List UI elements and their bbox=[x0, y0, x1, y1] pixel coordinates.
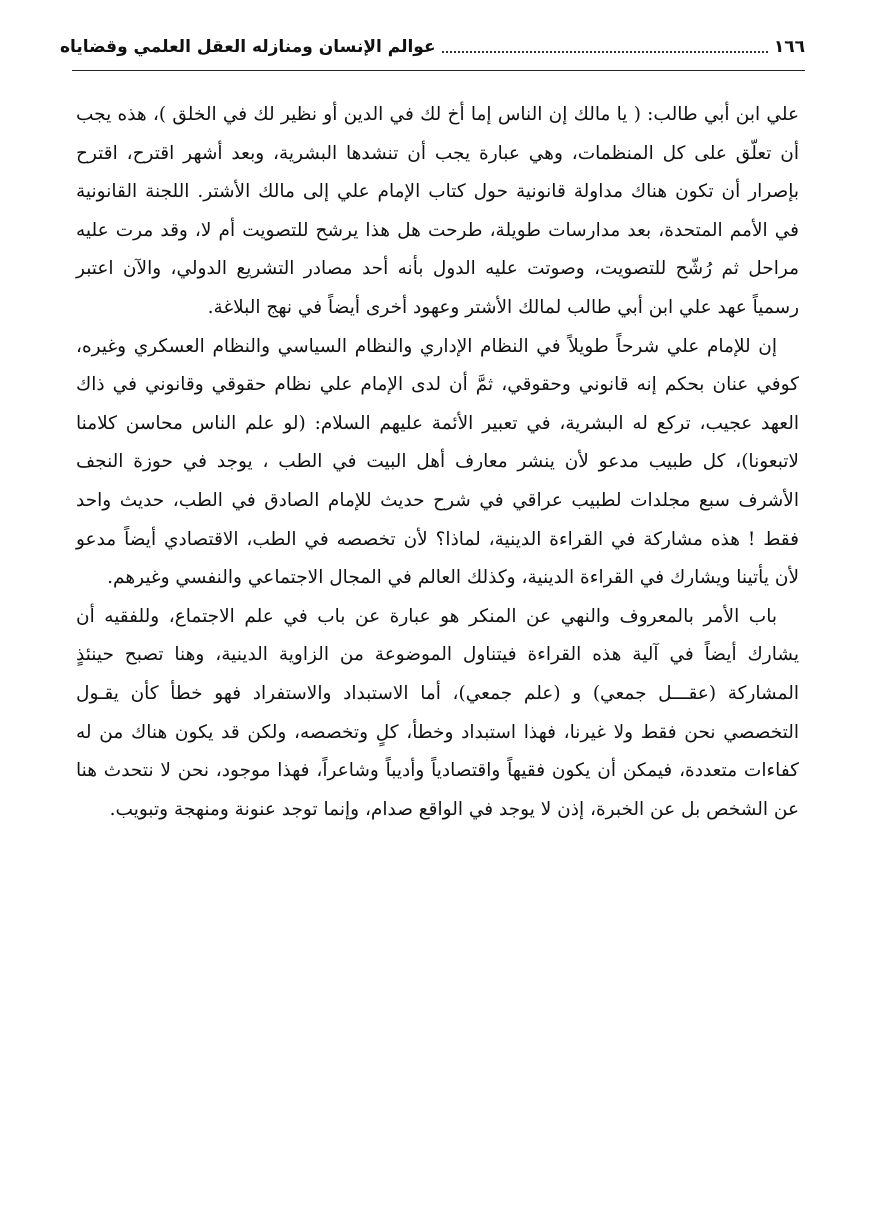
header-rule bbox=[72, 70, 805, 71]
paragraph-2: إن للإمام علي شرحاً طويلاً في النظام الإداري والنظام السياسي والنظام العسكري وغيره، كوفي عنان بحكم إنه قانوني وحقوقي، ثمَّ أن لدى الإمام علي نظام حقوقي وقانوني في ذاك العهد عجيب، تركع له البشرية، في تعبير الأئمة عليهم السلام: (لو علم الناس محاسن كلامنا لاتبعونا)، كل طبيب مدعو لأن ينشر معارف أهل البيت في الطب ، يوجد في حوزة النجف الأشرف سبع مجلدات لطبيب عراقي في شرح حديث للإمام الصادق في الطب، حديث واحد فقط ! هذه مشاركة في القراءة الدينية، لماذا؟ لأن تخصصه في الطب، الاقتصادي أيضاً مدعو لأن يأتينا ويشارك في القراءة الدينية، وكذلك العالم في المجال الاجتماعي والنفسي وغيرهم. bbox=[76, 335, 799, 589]
paragraph-1: علي ابن أبي طالب: ( يا مالك إن الناس إما أخ لك في الدين أو نظير لك في الخلق )، هذه يجب أن تعلّق على كل المنظمات، وهي عبارة يجب أن تنشدها البشرية، وبعد أشهر اقترح، اقترح بإصرار أن تكون هناك مداولة قانونية حول كتاب الإمام علي إلى مالك الأشتر. اللجنة القانونية في الأمم المتحدة، بعد مدارسات طويلة، طرحت هل هذا يرشح للتصويت أم لا، وقد مرت عليه مراحل ثم رُشّح للتصويت، وصوتت عليه الدول بأنه أحد مصادر التشريع الدولي، والآن اعتبر رسمياً عهد علي ابن أبي طالب لمالك الأشتر وعهود أخرى أيضاً في نهج البلاغة. bbox=[76, 104, 799, 318]
page-number: ١٦٦ bbox=[773, 37, 805, 57]
paragraph-3: باب الأمر بالمعروف والنهي عن المنكر هو عبارة عن باب في علم الاجتماع، وللفقيه أن يشارك أيضاً في آلية هذه القراءة فيتناول الموضوعة من الزاوية الدينية، وهنا تصبح حينئذٍ المشاركة (عقـــل جمعي) و (علم جمعي)، أما الاستبداد والاستفراد فهو خطأ كأن يقـول التخصصي نحن فقط ولا غيرنا، فهذا استبداد وخطأ، كلٍ وتخصصه، ولكن قد يكون هناك من له كفاءات متعددة، فيمكن أن يكون فقيهاً واقتصادياً وأديباً وشاعراً، فهذا موجود، نحن لا نتحدث هنا عن الشخص بل عن الخبرة، إذن لا يوجد في الواقع صدام، وإنما توجد عنونة ومنهجة وتبويب. bbox=[76, 605, 799, 820]
body-text bbox=[76, 96, 799, 829]
dotted-leader bbox=[442, 51, 768, 53]
running-header bbox=[60, 30, 805, 64]
book-title: عوالم الإنسان ومنازله العقل العلمي وقضاياه bbox=[60, 37, 436, 57]
